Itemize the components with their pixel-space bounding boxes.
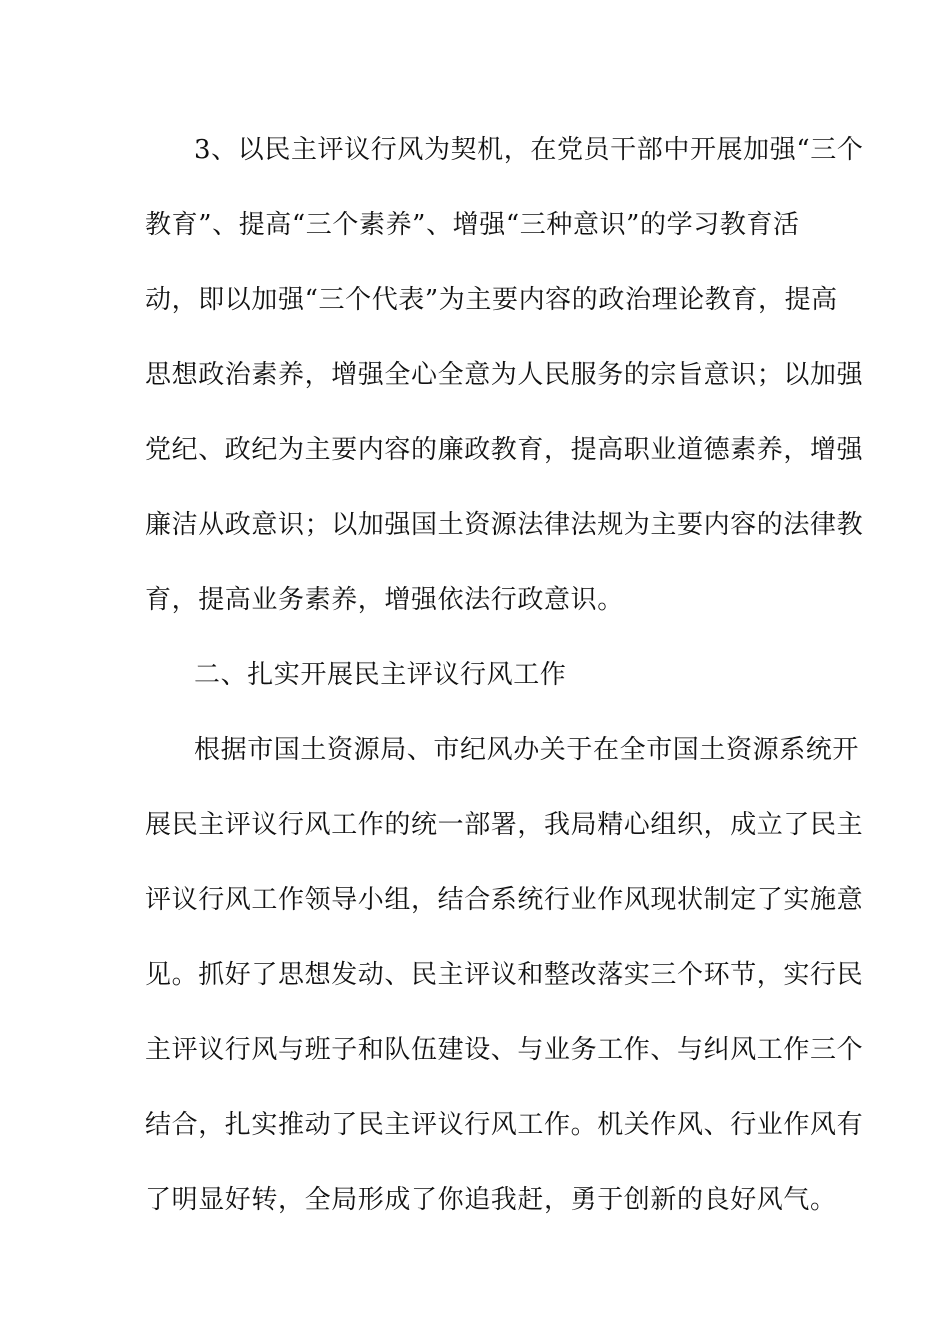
- paragraph-2-line-3: 评议行风工作领导小组，结合系统行业作风现状制定了实施意: [145, 885, 864, 915]
- paragraph-2-line-4: 见。抓好了思想发动、民主评议和整改落实三个环节，实行民: [145, 960, 864, 990]
- paragraph-2-line-5: 主评议行风与班子和队伍建设、与业务工作、与纠风工作三个: [145, 1035, 864, 1065]
- section-heading: 二、扎实开展民主评议行风工作: [194, 660, 567, 690]
- paragraph-1-line-6: 廉洁从政意识；以加强国土资源法律法规为主要内容的法律教: [145, 510, 864, 540]
- paragraph-1-line-3: 动，即以加强“三个代表”为主要内容的政治理论教育，提高: [145, 285, 838, 315]
- paragraph-1-line-1: 3、以民主评议行风为契机，在党员干部中开展加强“三个: [194, 135, 864, 165]
- paragraph-2-line-1: 根据市国土资源局、市纪风办关于在全市国土资源系统开: [194, 735, 860, 765]
- paragraph-1-line-4: 思想政治素养，增强全心全意为人民服务的宗旨意识；以加强: [145, 360, 864, 390]
- paragraph-1-line-2: 教育”、提高“三个素养”、增强“三种意识”的学习教育活: [145, 210, 800, 240]
- paragraph-1-line-7: 育，提高业务素养，增强依法行政意识。: [145, 585, 624, 615]
- paragraph-2-line-7: 了明显好转，全局形成了你追我赶，勇于创新的良好风气。: [145, 1185, 837, 1215]
- paragraph-2-line-2: 展民主评议行风工作的统一部署，我局精心组织，成立了民主: [145, 810, 864, 840]
- paragraph-1-line-5: 党纪、政纪为主要内容的廉政教育，提高职业道德素养，增强: [145, 435, 864, 465]
- paragraph-2-line-6: 结合，扎实推动了民主评议行风工作。机关作风、行业作风有: [145, 1110, 864, 1140]
